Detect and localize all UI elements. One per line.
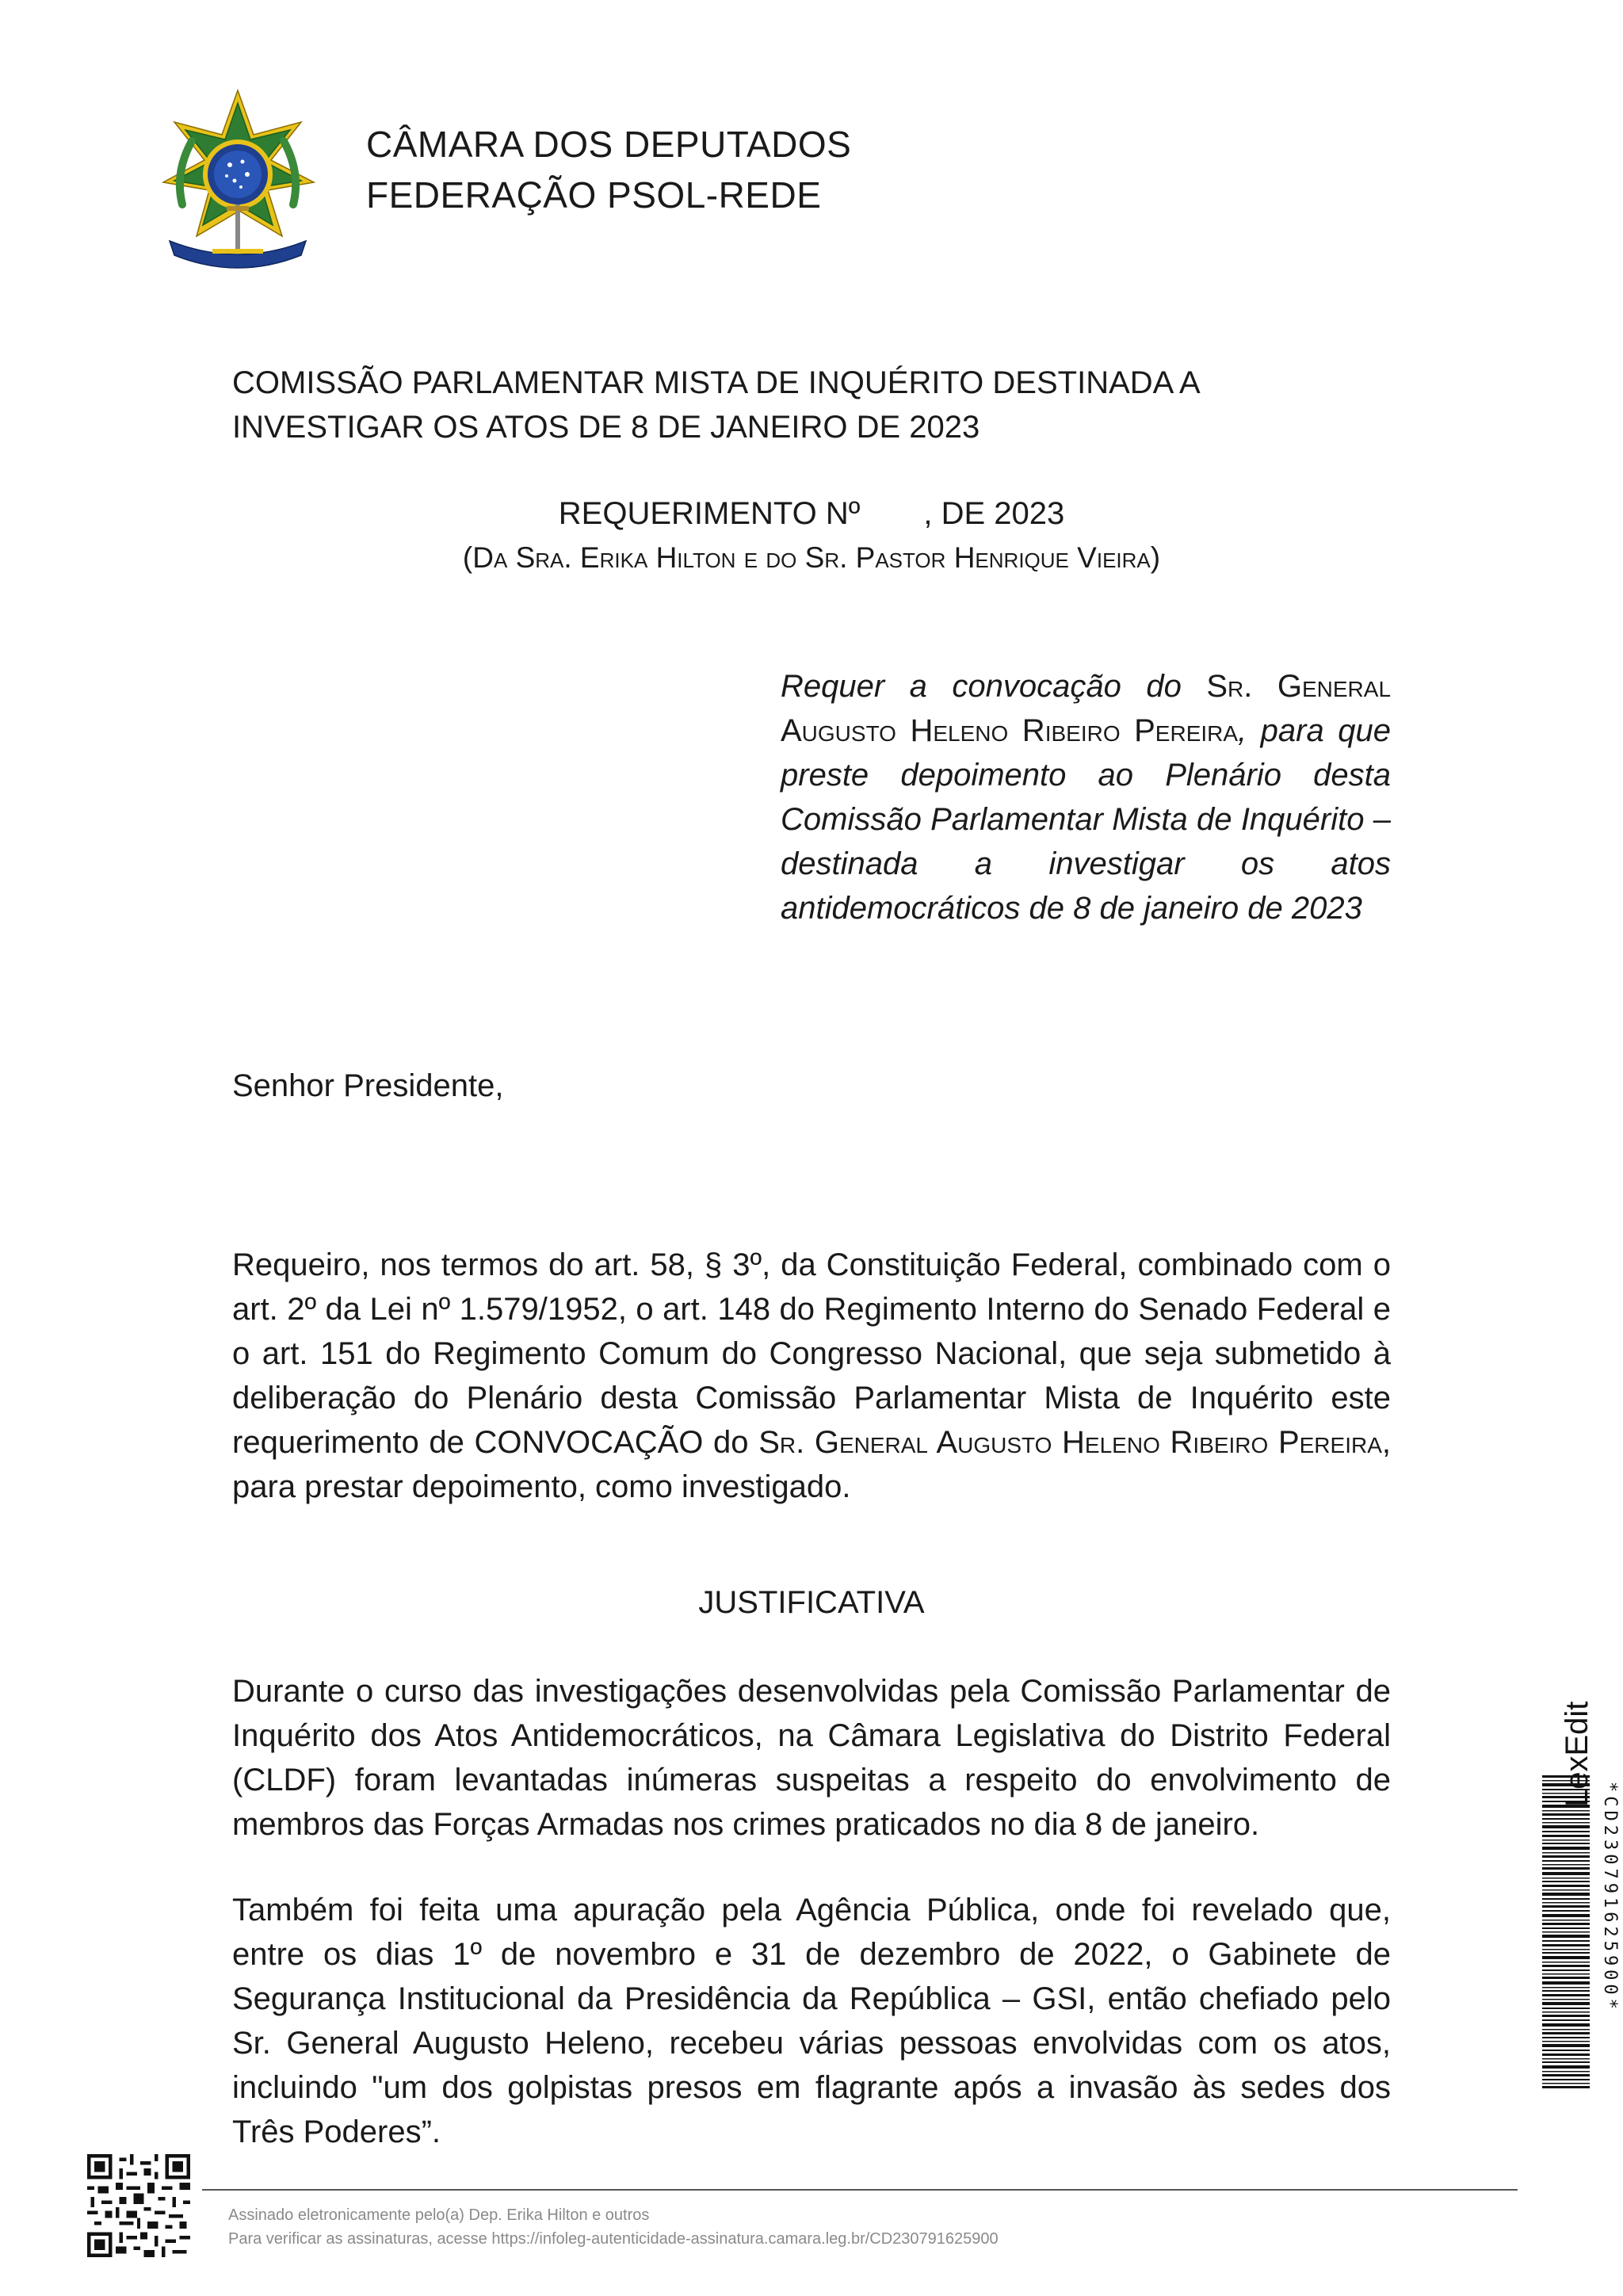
verify-signature-text: Para verificar as assinaturas, acesse https://infoleg-autenticidade-assinatura.camara.leg.br/CD230791625900: [228, 2230, 999, 2248]
justification-title: JUSTIFICATIVA: [698, 1585, 925, 1620]
justification-paragraph-2: Também foi feita uma apuração pela Agência Pública, onde foi revelado que, entre os dias 1º de novembro e 31 de dezembro de 2022, o Gabinete de Segurança Institucional da Presidência da República – GSI, então chefiado pelo Sr. General Augusto Heleno, recebeu várias pessoas envolvidas com os atos, incluindo "um dos golpistas presos em flagrante após a invasão às sedes dos Três Poderes”.: [232, 1893, 1391, 2149]
request-prefix: REQUERIMENTO Nº: [558, 496, 861, 531]
signature-footer: [228, 2203, 999, 2251]
signed-by-text: Assinado eletronicamente pelo(a) Dep. Erika Hilton e outros: [228, 2206, 650, 2224]
ementa-part2: , para que preste depoimento ao Plenário desta Comissão Parlamentar Mista de Inquérito – destinada a investigar os atos antidemocráticos de 8 de janeiro de 2023: [781, 713, 1391, 926]
request-paragraph-part1: Requeiro, nos termos do art. 58, § 3º, da Constituição Federal, combinado com o art. 2º da Lei nº 1.579/1952, o art. 148 do Regimento Interno do Senado Federal e o art. 151 do Regimento Comum do Congresso Nacional, que seja submetido à deliberação do Plenário desta Comissão Parlamentar Mista de Inquérito este requerimento de CONVOCAÇÃO do: [232, 1247, 1391, 1460]
request-paragraph: [232, 1243, 1391, 1509]
commission-title: COMISSÃO PARLAMENTAR MISTA DE INQUÉRITO DESTINADA A INVESTIGAR OS ATOS DE 8 DE JANEIRO DE 2023: [232, 365, 1199, 445]
justification-paragraph-1: Durante o curso das investigações desenvolvidas pela Comissão Parlamentar de Inquérito dos Atos Antidemocráticos, na Câmara Legislativa do Distrito Federal (CLDF) foram levantadas inúmeras suspeitas a respeito do envolvimento de membros das Forças Armadas nos crimes praticados no dia 8 de janeiro.: [232, 1674, 1391, 1842]
qr-code-icon: [87, 2154, 190, 2257]
request-paragraph-part2: , para prestar depoimento, como investigado.: [232, 1425, 1392, 1504]
institution-header: [366, 119, 851, 220]
barcode-code: *CD230791625900*: [1600, 1782, 1620, 2013]
footer-divider: [202, 2189, 1518, 2191]
request-title: [232, 491, 1391, 536]
ementa-name: Sr. General Augusto Heleno Ribeiro Pereira: [781, 669, 1392, 748]
chamber-name: CÂMARA DOS DEPUTADOS: [366, 124, 852, 165]
ementa-part1: Requer a convocação do: [781, 669, 1207, 704]
ementa: [781, 664, 1391, 930]
brazil-coat-of-arms-icon: [151, 86, 325, 276]
request-authors: (Da Sra. Erika Hilton e do Sr. Pastor Henrique Vieira): [462, 541, 1161, 574]
request-suffix: , DE 2023: [923, 496, 1065, 531]
request-paragraph-name: Sr. General Augusto Heleno Ribeiro Pereira: [758, 1425, 1382, 1460]
lexedit-brand: LexEdit: [1560, 1701, 1594, 1807]
salutation: Senhor Presidente,: [232, 1068, 504, 1103]
federation-name: FEDERAÇÃO PSOL-REDE: [366, 174, 822, 216]
